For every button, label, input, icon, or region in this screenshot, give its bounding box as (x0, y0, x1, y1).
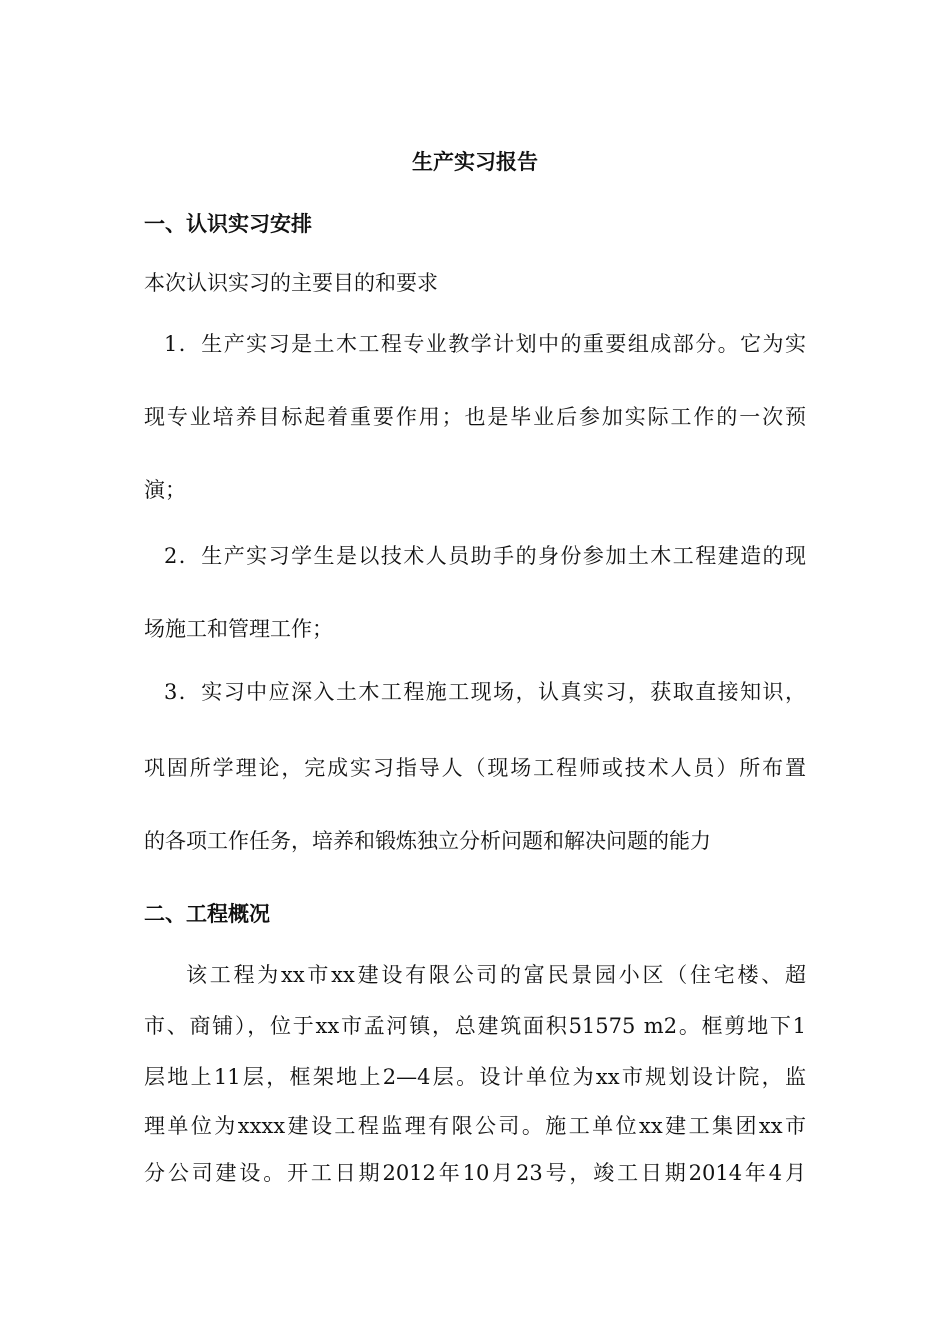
paragraph-line: 分公司建设。开工日期2012年10月23号，竣工日期2014年4月 (144, 1161, 806, 1185)
section-subheading: 本次认识实习的主要目的和要求 (144, 271, 438, 295)
paragraph-line: 理单位为xxxx建设工程监理有限公司。施工单位xx建工集团xx市 (144, 1114, 806, 1138)
paragraph-line: 层地上11层，框架地上2—4层。设计单位为xx市规划设计院，监 (144, 1065, 806, 1089)
requirement-line: 现专业培养目标起着重要作用；也是毕业后参加实际工作的一次预 (144, 405, 806, 429)
section-heading-2: 二、工程概况 (144, 902, 270, 926)
requirement-line: 3．实习中应深入土木工程施工现场，认真实习，获取直接知识， (164, 680, 806, 704)
requirement-line: 巩固所学理论，完成实习指导人（现场工程师或技术人员）所布置 (144, 756, 806, 780)
requirement-line: 2．生产实习学生是以技术人员助手的身份参加土木工程建造的现 (164, 544, 806, 568)
requirement-line: 1．生产实习是土木工程专业教学计划中的重要组成部分。它为实 (164, 332, 806, 356)
section-heading-1: 一、认识实习安排 (144, 212, 312, 236)
requirement-line: 演； (144, 478, 186, 502)
requirement-line: 的各项工作任务，培养和锻炼独立分析问题和解决问题的能力 (144, 829, 711, 853)
paragraph-line: 市、商铺），位于xx市孟河镇，总建筑面积51575 m2。框剪地下1 (144, 1014, 806, 1038)
requirement-line: 场施工和管理工作； (144, 617, 333, 641)
document-title: 生产实习报告 (412, 150, 538, 174)
paragraph-line: 该工程为xx市xx建设有限公司的富民景园小区（住宅楼、超 (186, 963, 806, 987)
